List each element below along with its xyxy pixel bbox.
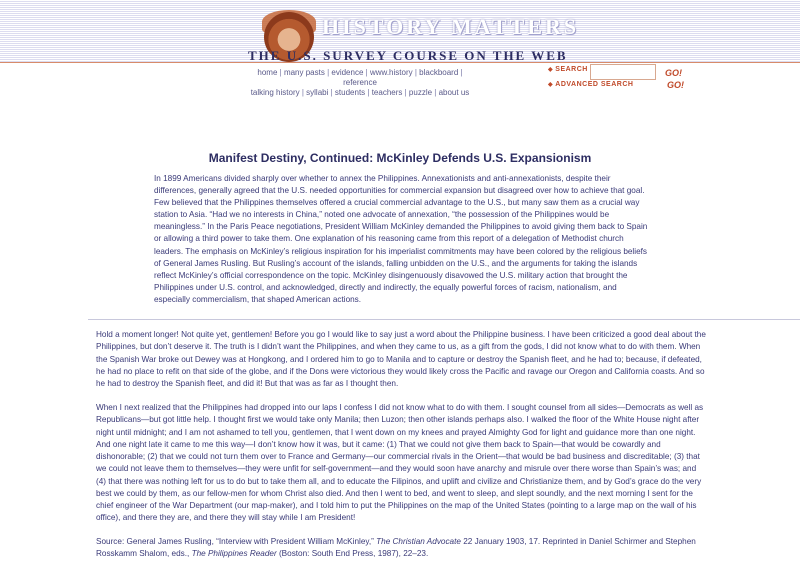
source-citation-suffix: (Boston: South End Press, 1987), 22–23. <box>276 549 429 559</box>
nav-link-talking-history[interactable]: talking history <box>250 88 300 97</box>
search-label-row <box>548 66 588 73</box>
nav-link-puzzle[interactable]: puzzle <box>408 88 433 97</box>
page-title: Manifest Destiny, Continued: McKinley Defends U.S. Expansionism <box>208 151 592 165</box>
content-divider <box>88 319 800 320</box>
nav-link-syllabi[interactable]: syllabi <box>306 88 329 97</box>
nav-separator: | <box>299 88 307 97</box>
nav-separator: | <box>412 68 420 77</box>
nav-link-reference[interactable]: reference <box>343 78 377 87</box>
header-divider <box>0 62 800 63</box>
nav-separator: | <box>402 88 409 97</box>
nav-separator: | <box>432 88 439 97</box>
search-label: SEARCH <box>555 66 588 73</box>
advanced-search-go-button[interactable]: GO! <box>667 80 684 90</box>
arrow-icon: ◆ <box>548 82 556 88</box>
search-go-button[interactable]: GO! <box>665 68 682 78</box>
nav-link-students[interactable]: students <box>334 88 366 97</box>
nav-link-blackboard[interactable]: blackboard <box>419 68 459 77</box>
nav-link-many-pasts[interactable]: many pasts <box>283 68 325 77</box>
intro-paragraph: In 1899 Americans divided sharply over whether to annex the Philippines. Annexationists and anti-annexationists, despite their differences, generally agreed that the U.S. needed opportunities for commercial expansion but disagreed over how to achieve that goal. Few believed that the Philippines themselves offered a crucial commercial advantage to the U.S., but many saw them as a crucial way station to Asia. “Had we no interests in China,” noted one advocate of annexation, “the possession of the Philippines would be meaningless.” In the Paris Peace negotiations, President William McKinley demanded the Philippines to avoid giving them back to Spain or allowing a third power to take them. One explanation of his reasoning came from this report of a delegation of Methodist church leaders. The emphasis on McKinley’s religious inspiration for his imperialist commitments may have been colored by the religious beliefs of General James Rusling. But Rusling’s account of the islands, falling unbidden on the U.S., and the arguments for taking the islands reflect McKinley’s official correspondence on the topic. McKinley disingenuously disavowed the U.S. military action that brought the Philippines under U.S. control, and acknowledged, directly and indirectly, the equally powerful forces of racism, nationalism, and especially commercialism, that shaped American actions. <box>154 174 648 304</box>
source-citation-prefix: Source: General James Rusling, “Interview with President William McKinley,” <box>96 537 377 546</box>
site-title[interactable]: HISTORY MATTERS <box>322 14 580 39</box>
site-subtitle: THE U.S. SURVEY COURSE ON THE WEB <box>248 48 568 63</box>
source-journal-title: The Christian Advocate <box>376 537 461 546</box>
nav-separator: | <box>458 68 463 77</box>
nav-link-teachers[interactable]: teachers <box>371 88 403 97</box>
nav-separator: | <box>324 68 332 77</box>
nav-link-home[interactable]: home <box>257 68 278 77</box>
search-input[interactable] <box>590 64 656 80</box>
nav-separator: | <box>277 68 284 77</box>
advanced-search-link[interactable] <box>548 81 633 88</box>
arrow-icon: ◆ <box>548 67 556 73</box>
nav-link-evidence[interactable]: evidence <box>331 68 364 77</box>
source-citation-middle: 22 January 1903, 17. Reprinted in Daniel Schirmer and Stephen Rosskamm Shalom, eds., <box>96 537 696 559</box>
nav-row-2 <box>240 88 480 98</box>
primary-source-paragraph-2: When I next realized that the Philippines had dropped into our laps I confess I did not know what to do with them. I sought counsel from all sides—Democrats as well as Republicans—but got little help. I thought first we would take only Manila; then Luzon; then other islands perhaps also. I walked the floor of the White House night after night until midnight; and I am not ashamed to tell you, gentlemen, that I went down on my knees and prayed Almighty God for light and guidance more than one night. And one night late it came to me this way—I don’t know how it was, but it came: (1) That we could not give them back to Spain—that would be cowardly and dishonorable; (2) that we could not turn them over to France and Germany—our commercial rivals in the Orient—that would be bad business and discreditable; (3) that we could not leave them to themselves—they were unfit for self-government—and they would soon have anarchy and misrule over there worse than Spain’s was; and (4) that there was nothing left for us to do but to take them all, and to educate the Filipinos, and uplift and civilize and Christianize them, and by God’s grace do the very best we could by them, as our fellow-men for whom Christ also died. And then I went to bed, and went to sleep, and slept soundly, and the next morning I sent for the chief engineer of the War Department (our map-maker), and I told him to put the Philippines on the map of the United States (pointing to a large map on the wall of his office), and there they are, and there they will stay while I am President! <box>96 403 704 523</box>
nav-separator: | <box>328 88 335 97</box>
nav-separator: | <box>363 68 370 77</box>
advanced-search-label[interactable]: ADVANCED SEARCH <box>555 81 634 88</box>
primary-source-paragraph-1: Hold a moment longer! Not quite yet, gentlemen! Before you go I would like to say just a word about the Philippine business. I have been criticized a good deal about the Philippines, but don’t deserve it. The truth is I didn’t want the Philippines, and when they came to us, as a gift from the gods, I did not know what to do with them. When the Spanish War broke out Dewey was at Hongkong, and I ordered him to go to Manila and to capture or destroy the Spanish fleet, and he had to; because, if defeated, he had no place to refit on that side of the globe, and if the Dons were victorious they would likely cross the Pacific and ravage our Oregon and California coasts. And so he had to destroy the Spanish fleet, and did it! But that was as far as I thought then. <box>96 330 706 388</box>
main-nav <box>240 68 480 98</box>
source-book-title: The Philippines Reader <box>191 549 277 559</box>
nav-link-www-history[interactable]: www.history <box>369 68 413 77</box>
source-citation <box>96 536 708 561</box>
nav-link-about-us[interactable]: about us <box>438 88 470 97</box>
nav-separator: | <box>365 88 372 97</box>
nav-row-1 <box>240 68 480 88</box>
